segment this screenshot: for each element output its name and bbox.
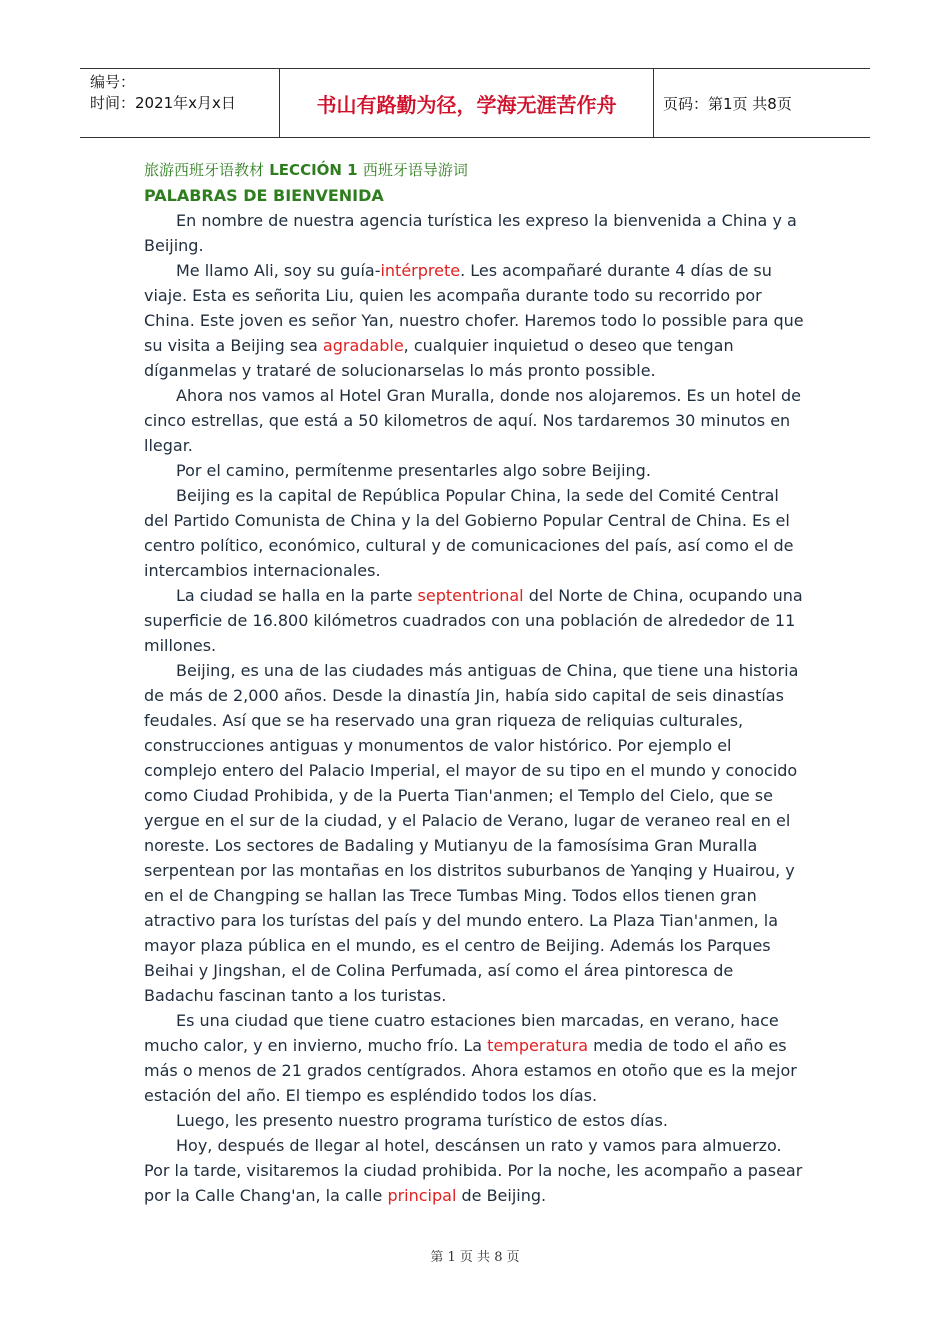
time-label: 时间：2021年x月x日 <box>90 94 236 112</box>
paragraph: Por el camino, permítenme presentarles algo sobre Beijing. <box>176 461 651 480</box>
highlight-word: septentrional <box>417 586 524 605</box>
highlight-word: temperatura <box>487 1036 589 1055</box>
paragraph: La ciudad se halla en la parte septentrional del Norte de China, ocupando una superficie de 16.800 kilómetros cuadrados con una población de alrededor de 11 millones. <box>144 586 803 655</box>
highlight-word: principal <box>387 1186 457 1205</box>
paragraph: Ahora nos vamos al Hotel Gran Muralla, donde nos alojaremos. Es un hotel de cinco estrellas, que está a 50 kilometros de aquí. Nos tardaremos 30 minutos en llegar. <box>144 386 802 455</box>
title-cn-prefix: 旅游西班牙语教材 <box>144 161 265 179</box>
page-info: 页码：第1页 共8页 <box>663 94 792 113</box>
highlight-word: agradable <box>322 336 404 355</box>
document-subtitle: PALABRAS DE BIENVENIDA <box>144 186 384 205</box>
highlight-word: intérprete <box>380 261 461 280</box>
paragraph: Es una ciudad que tiene cuatro estaciones bien marcadas, en verano, hace mucho calor, y en invierno, mucho frío. La temperatura media de todo el año es más o menos de 21 grados centígrados. Ahora estamos en otoño que es la mejor estación del año. El tiempo es espléndido todos los días. <box>144 1011 797 1105</box>
header-meta-cell <box>80 69 280 137</box>
page-footer: 第 1 页 共 8 页 <box>430 1250 520 1265</box>
paragraph: Hoy, después de llegar al hotel, descánsen un rato y vamos para almuerzo. Por la tarde, visitaremos la ciudad prohibida. Por la noche, les acompaño a pasear por la Calle Chang'an, la calle principal de Beijing. <box>144 1136 803 1205</box>
document-body <box>144 158 808 1208</box>
number-label: 编号： <box>90 73 136 91</box>
motto: 书山有路勤为径，学海无涯苦作舟 <box>280 69 654 137</box>
paragraph: En nombre de nuestra agencia turística les expreso la bienvenida a China y a Beijing. <box>144 211 797 255</box>
paragraph: Beijing, es una de las ciudades más antiguas de China, que tiene una historia de más de 2,000 años. Desde la dinastía Jin, había sido capital de seis dinastías feudales. Así que se ha reservado una gran riqueza de reliquias culturales, construcciones antiguas y monumentos de valor histórico. Por ejemplo el complejo entero del Palacio Imperial, el mayor de su tipo en el mundo y conocido como Ciudad Prohibida, y de la Puerta Tian'anmen; el Templo del Cielo, que se yergue en el sur de la ciudad, y el Palacio de Verano, lugar de veraneo real en el noreste. Los sectores de Badaling y Mutianyu de la famosísima Gran Muralla serpentean por las montañas en los distritos suburbanos de Yanqing y Huairou, y en el de Changping se hallan las Trece Tumbas Ming. Todos ellos tienen gran atractivo para los turístas del país y del mundo entero. La Plaza Tian'anmen, la mayor plaza pública en el mundo, es el centro de Beijing. Además los Parques Beihai y Jingshan, el de Colina Perfumada, así como el área pintoresca de Badachu fascinan tanto a los turistas. <box>144 661 799 1005</box>
title-cn-suffix: 西班牙语导游词 <box>362 161 468 179</box>
paragraph: Beijing es la capital de República Popular China, la sede del Comité Central del Partido Comunista de China y la del Gobierno Popular Central de China. Es el centro político, económico, cultural y de comunicaciones del país, así como el de intercambios internacionales. <box>144 486 794 580</box>
paragraph: Luego, les presento nuestro programa turístico de estos días. <box>176 1111 668 1130</box>
document-title <box>144 158 808 183</box>
header-table <box>80 68 870 138</box>
paragraph: Me llamo Ali, soy su guía-intérprete. Les acompañaré durante 4 días de su viaje. Esta es señorita Liu, quien les acompaña durante todo su recorrido por China. Este joven es señor Yan, nuestro chofer. Haremos todo lo possible para que su visita a Beijing sea agradable, cualquier inquietud o deseo que tengan díganmelas y trataré de solucionarselas lo más pronto possible. <box>144 261 804 380</box>
title-lesson: LECCIÓN 1 <box>269 161 358 179</box>
